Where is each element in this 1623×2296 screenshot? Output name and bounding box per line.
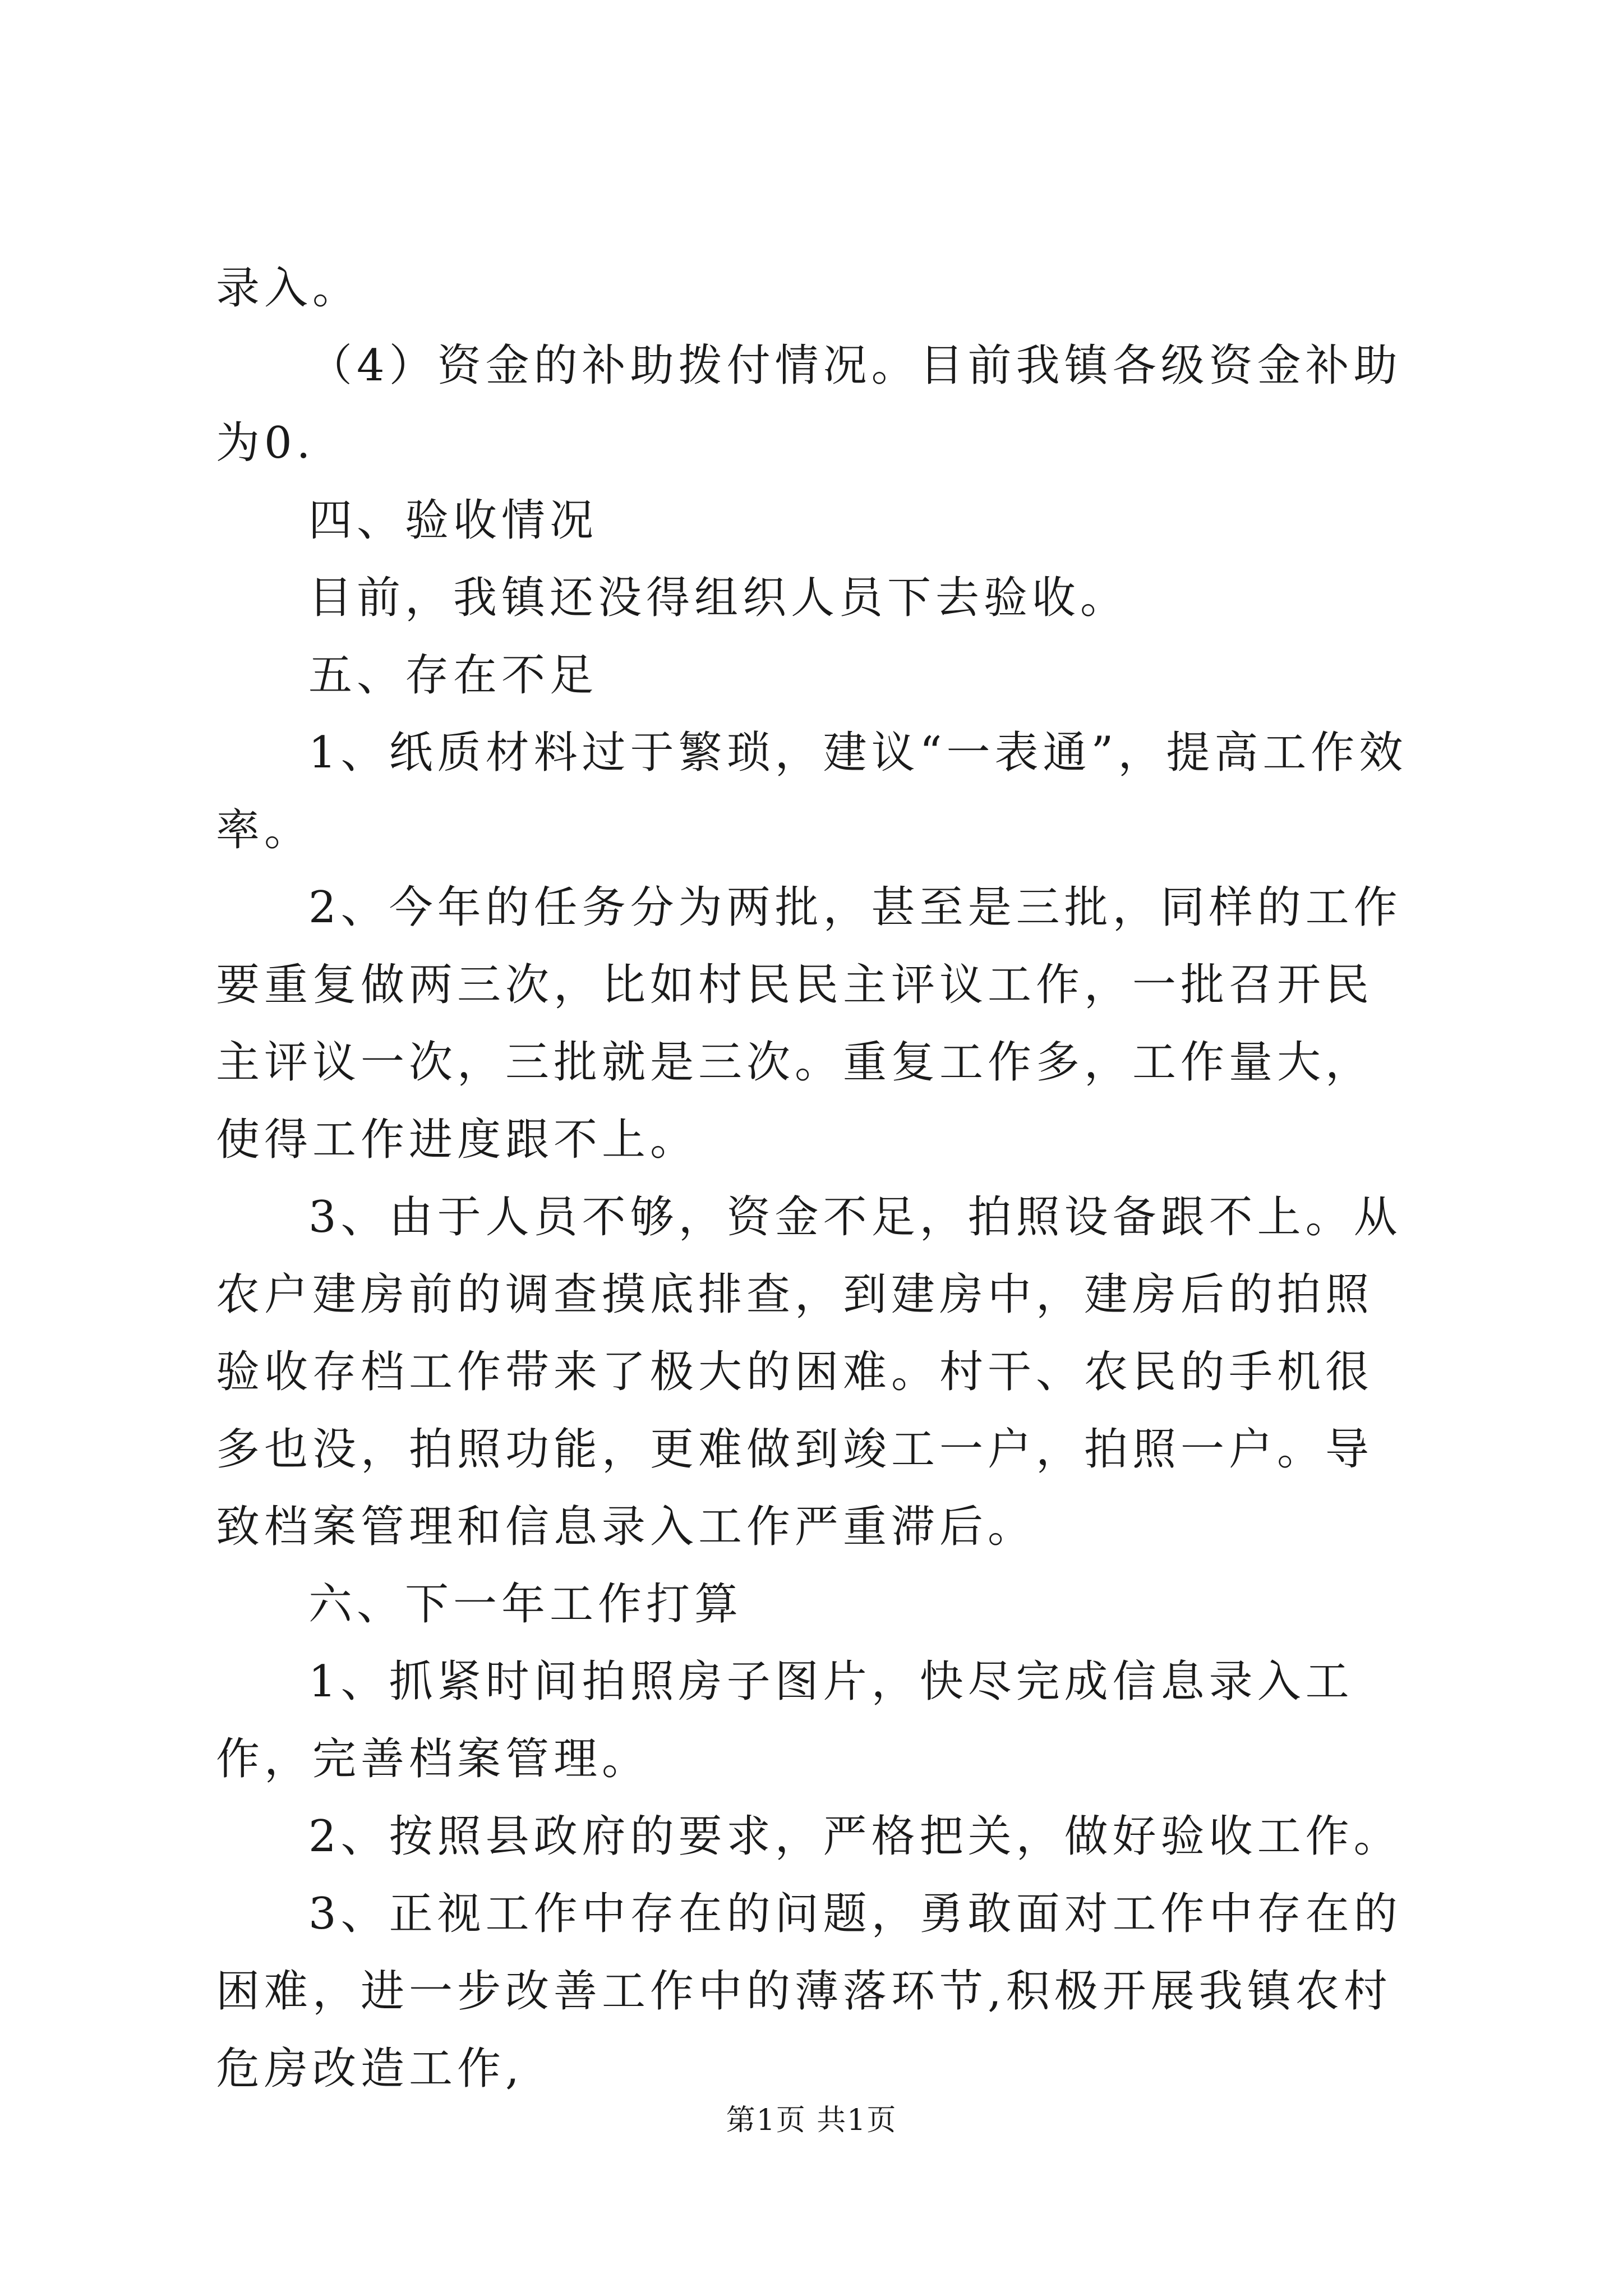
section-heading-6: 六、下一年工作打算 [308,1579,743,1630]
paragraph-4: 目前，我镇还没得组织人员下去验收。 [308,573,1129,623]
paragraph-11: 2、按照县政府的要求，严格把关，做好验收工作。 [308,1811,1402,1862]
paragraph-1: 录入。 [216,263,361,314]
paragraph-8: 3、由于人员不够，资金不足，拍照设备跟不上。从农户建房前的调查摸底排查，到建房中，建房后的拍照验收存档工作带来了极大的困难。村干、农民的手机很多也没，拍照功能，更难做到竣工一户，拍照一户。导致档案管理和信息录入工作严重滞后。 [216,1192,1402,1552]
paragraph-10: 1、抓紧时间拍照房子图片，快尽完成信息录入工作，完善档案管理。 [216,1657,1354,1784]
paragraph-12: 3、正视工作中存在的问题，勇敢面对工作中存在的困难，进一步改善工作中的薄落环节,积极开展我镇农村危房改造工作, [216,1889,1402,2094]
section-heading-5: 五、存在不足 [308,650,598,701]
paragraph-2: （4）资金的补助拨付情况。目前我镇各级资金补助为0. [216,341,1402,468]
paragraph-6: 1、纸质材料过于繁琐，建议“一表通”，提高工作效率。 [216,728,1408,855]
paragraph-7: 2、今年的任务分为两批，甚至是三批，同样的工作要重复做两三次，比如村民民主评议工作，一批召开民主评议一次，三批就是三次。重复工作多，工作量大，使得工作进度跟不上。 [216,882,1402,1165]
document-body [216,250,1416,2108]
section-heading-4: 四、验收情况 [308,495,598,546]
page-footer: 第1页 共1页 [726,2104,897,2137]
